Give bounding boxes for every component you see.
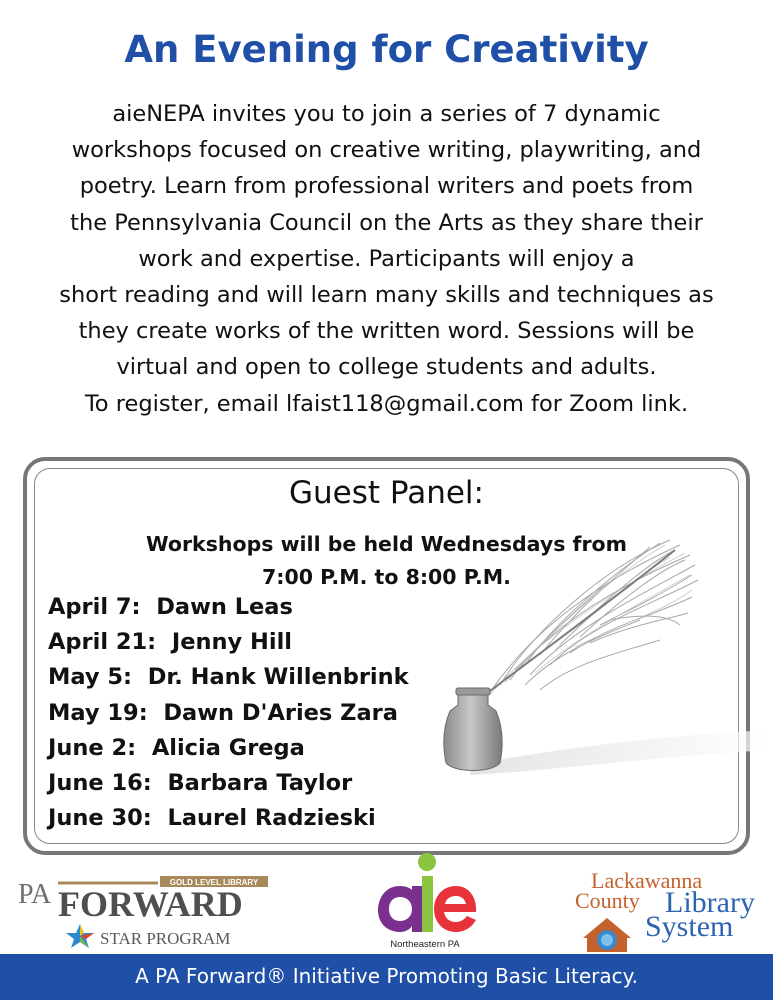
schedule-guest: Dawn Leas: [156, 594, 293, 620]
schedule-guest: Dr. Hank Willenbrink: [147, 664, 409, 691]
schedule-list: [48, 590, 409, 836]
schedule-guest: Laurel Radzieski: [167, 805, 376, 832]
lackawanna-library-logo: [575, 868, 755, 954]
schedule-guest: Barbara Taylor: [167, 769, 353, 796]
schedule-item: [48, 766, 409, 801]
intro-line: they create works of the written word. Sessions will be: [78, 318, 695, 345]
pa-forward-pa: PA: [18, 879, 52, 910]
intro-line: work and expertise. Participants will enjoy a: [138, 245, 635, 272]
pa-forward-program: STAR PROGRAM: [100, 929, 231, 948]
lcl-line3: Library: [665, 886, 755, 919]
schedule-date: June 30:: [48, 805, 152, 832]
schedule-item: [48, 696, 409, 731]
schedule-item: [48, 590, 409, 625]
lcl-line1: Lackawanna: [591, 868, 703, 893]
schedule-date: June 16:: [48, 769, 152, 796]
pa-forward-badge-text: GOLD LEVEL LIBRARY: [169, 878, 259, 887]
schedule-date: April 7:: [48, 594, 141, 620]
schedule-item: [48, 731, 409, 766]
intro-line: To register, email lfaist118@gmail.com for Zoom link.: [84, 390, 689, 417]
schedule-guest: Jenny Hill: [171, 629, 292, 656]
lcl-line4: System: [645, 910, 734, 943]
schedule-item: [48, 660, 409, 695]
panel-subtitle-line: Workshops will be held Wednesdays from: [145, 532, 628, 556]
intro-line: poetry. Learn from professional writers and poets from: [79, 173, 694, 200]
pa-forward-word: FORWARD: [58, 884, 243, 924]
intro-line: virtual and open to college students and adults.: [116, 354, 657, 381]
schedule-item: [48, 625, 409, 660]
schedule-guest: Alicia Grega: [151, 734, 305, 761]
schedule-guest: Dawn D'Aries Zara: [163, 699, 398, 726]
lcl-line2: County: [575, 888, 640, 913]
footer-banner: A PA Forward® Initiative Promoting Basic Literacy.: [0, 954, 773, 1000]
pa-forward-logo: [18, 872, 278, 952]
intro-line: short reading and will learn many skills and techniques as: [59, 282, 714, 309]
intro-line: the Pennsylvania Council on the Arts as they share their: [70, 209, 703, 236]
intro-line: workshops focused on creative writing, playwriting, and: [71, 137, 702, 164]
intro-line: aieNEPA invites you to join a series of 7 dynamic: [112, 101, 661, 127]
panel-subtitle-line: 7:00 P.M. to 8:00 P.M.: [262, 565, 511, 589]
schedule-item: [48, 801, 409, 836]
schedule-date: May 19:: [48, 699, 148, 726]
intro-paragraph: [20, 96, 753, 422]
schedule-date: April 21:: [48, 629, 157, 656]
aie-logo: [370, 852, 480, 952]
schedule-date: June 2:: [48, 734, 137, 761]
schedule-date: May 5:: [48, 664, 133, 691]
page-title: An Evening for Creativity: [124, 28, 649, 71]
panel-title: Guest Panel:: [289, 475, 484, 511]
panel-subtitle: [80, 528, 693, 594]
aie-caption: Northeastern PA: [390, 939, 460, 950]
